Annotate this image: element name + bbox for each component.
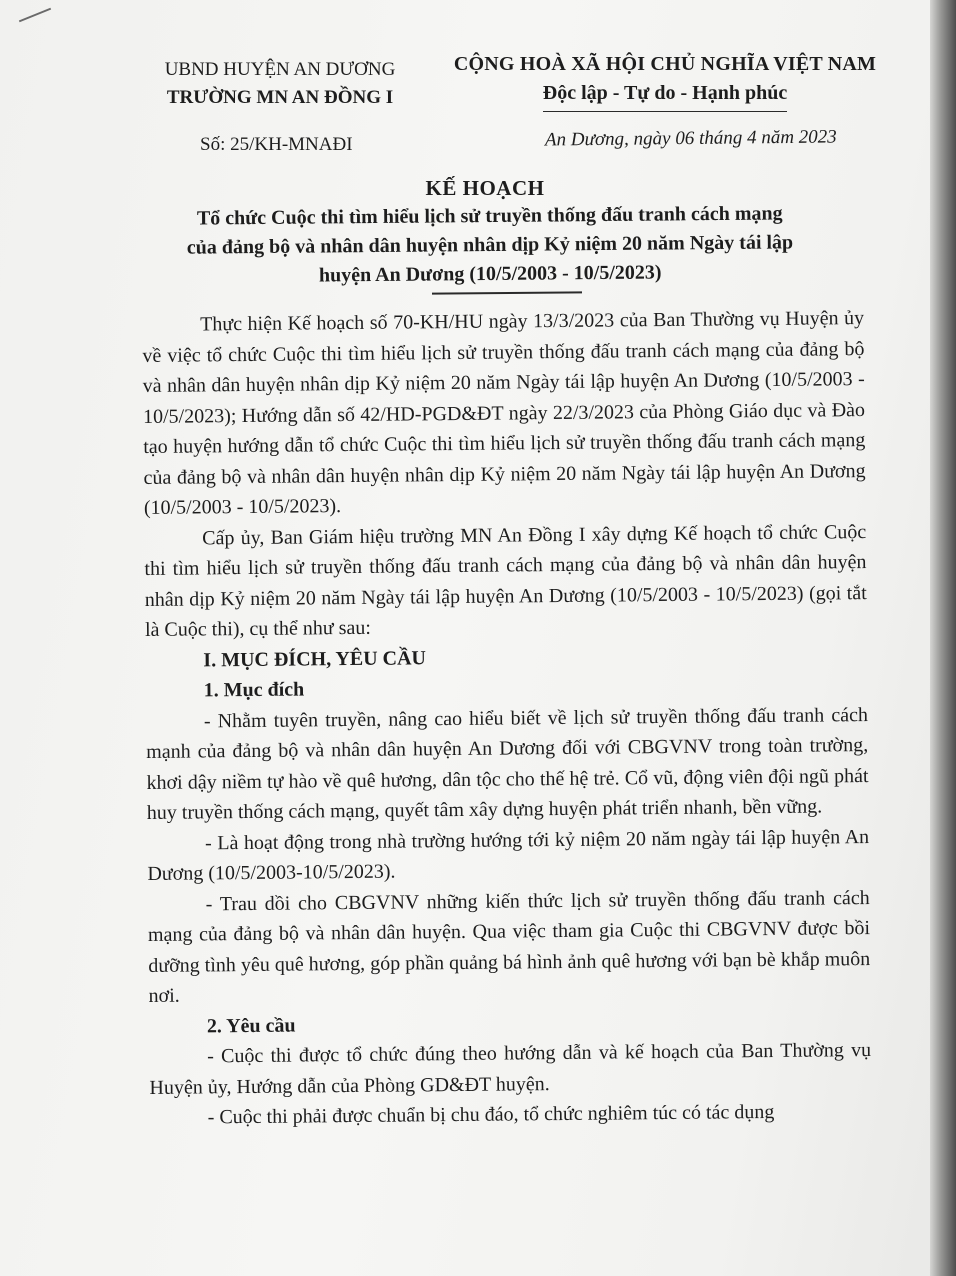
subsection-requirements: 2. Yêu cầu	[206, 1014, 296, 1037]
subtitle-line-3: huyện An Dương (10/5/2003 - 10/5/2023)	[318, 261, 662, 287]
motto: Độc lập - Tự do - Hạnh phúc	[543, 79, 787, 112]
doc-title: KẾ HOẠCH	[425, 176, 545, 200]
bullet-purpose-2: - Là hoạt động trong nhà trường hướng tới kỷ niệm 20 năm ngày tái lập huyện An Dương (10/5/2003-10/5/2023).	[147, 825, 870, 885]
bullet-requirement-1: - Cuộc thi được tổ chức đúng theo hướng dẫn và kế hoạch của Ban Thường vụ Huyện ủy, Hướng dẫn của Phòng GD&ĐT huyện.	[149, 1039, 872, 1099]
bullet-purpose-1: - Nhằm tuyên truyền, nâng cao hiểu biết về lịch sử truyền thống đấu tranh cách mạnh của đảng bộ và nhân dân huyện An Dương đối với CBGVNV trong toàn trường, khơi dậy niềm tự hào về quê hương, dân tộc cho thế hệ trẻ. Cổ vũ, động viên đội ngũ phát huy truyền thống cách mạng, quyết tâm xây dựng huyện phát triển nhanh, bền vững.	[146, 703, 869, 824]
subsection-purpose: 1. Mục đích	[203, 678, 305, 702]
issuing-authority	[150, 56, 410, 112]
pen-mark	[19, 8, 51, 23]
bullet-purpose-3: - Trau dồi cho CBGVNV những kiến thức lịch sử truyền thống đấu tranh cách mạng của đảng bộ và nhân dân huyện. Qua việc tham gia Cuộc thi CBGVNV được bồi dưỡng tình yêu quê hương, góp phần quảng bá hình ảnh quê hương với bạn bè khắp muôn nơi.	[147, 886, 871, 1007]
subtitle-line-1: Tổ chức Cuộc thi tìm hiểu lịch sử truyền thống đấu tranh cách mạng	[196, 202, 783, 230]
doc-subtitle	[140, 199, 841, 292]
title-underline	[432, 291, 582, 294]
subtitle-line-2: của đảng bộ và nhân dân huyện nhân dịp Kỷ niệm 20 năm Ngày tái lập	[186, 231, 794, 259]
page-edge-shadow	[930, 0, 956, 1276]
doc-number: Số: 25/KH-MNAĐI	[200, 134, 353, 155]
date-line: An Dương, ngày 06 tháng 4 năm 2023	[544, 126, 837, 151]
country-name: CỘNG HOÀ XÃ HỘI CHỦ NGHĨA VIỆT NAM	[453, 53, 877, 75]
section-heading-1: I. MỤC ĐÍCH, YÊU CẦU	[203, 646, 427, 671]
authority-line-2: TRƯỜNG MN AN ĐỒNG I	[166, 87, 394, 108]
paragraph-intro: Thực hiện Kế hoạch số 70-KH/HU ngày 13/3/2023 của Ban Thường vụ Huyện ủy về việc tổ chức Cuộc thi tìm hiểu lịch sử truyền thống đấu tranh cách mạng của đảng bộ và nhân dân huyện nhân dịp Kỷ niệm 20 năm Ngày tái lập huyện An Dương (10/5/2003 - 10/5/2023); Hướng dẫn số 42/HD-PGD&ĐT ngày 22/3/2023 của Phòng Giáo dục và Đào tạo huyện hướng dẫn tổ chức Cuộc thi tìm hiểu lịch sử truyền thống đấu tranh cách mạng của đảng bộ và nhân dân huyện nhân dịp Kỷ niệm 20 năm Ngày tái lập huyện An Dương (10/5/2003 - 10/5/2023).	[142, 307, 866, 519]
national-motto	[452, 50, 878, 112]
paragraph-plan: Cấp ủy, Ban Giám hiệu trường MN An Đồng I xây dựng Kế hoạch tổ chức Cuộc thi tìm hiểu lịch sử truyền thống đấu tranh cách mạng của đảng bộ và nhân dân huyện nhân dịp Kỷ niệm 20 năm Ngày tái lập huyện An Dương (10/5/2003 - 10/5/2023) (gọi tắt là Cuộc thi), cụ thể như sau:	[144, 520, 867, 641]
doc-body	[142, 303, 872, 1133]
authority-line-1: UBND HUYỆN AN DƯƠNG	[164, 59, 396, 80]
bullet-requirement-2: - Cuộc thi phải được chuẩn bị chu đáo, tổ chức nghiêm túc có tác dụng	[207, 1100, 775, 1129]
